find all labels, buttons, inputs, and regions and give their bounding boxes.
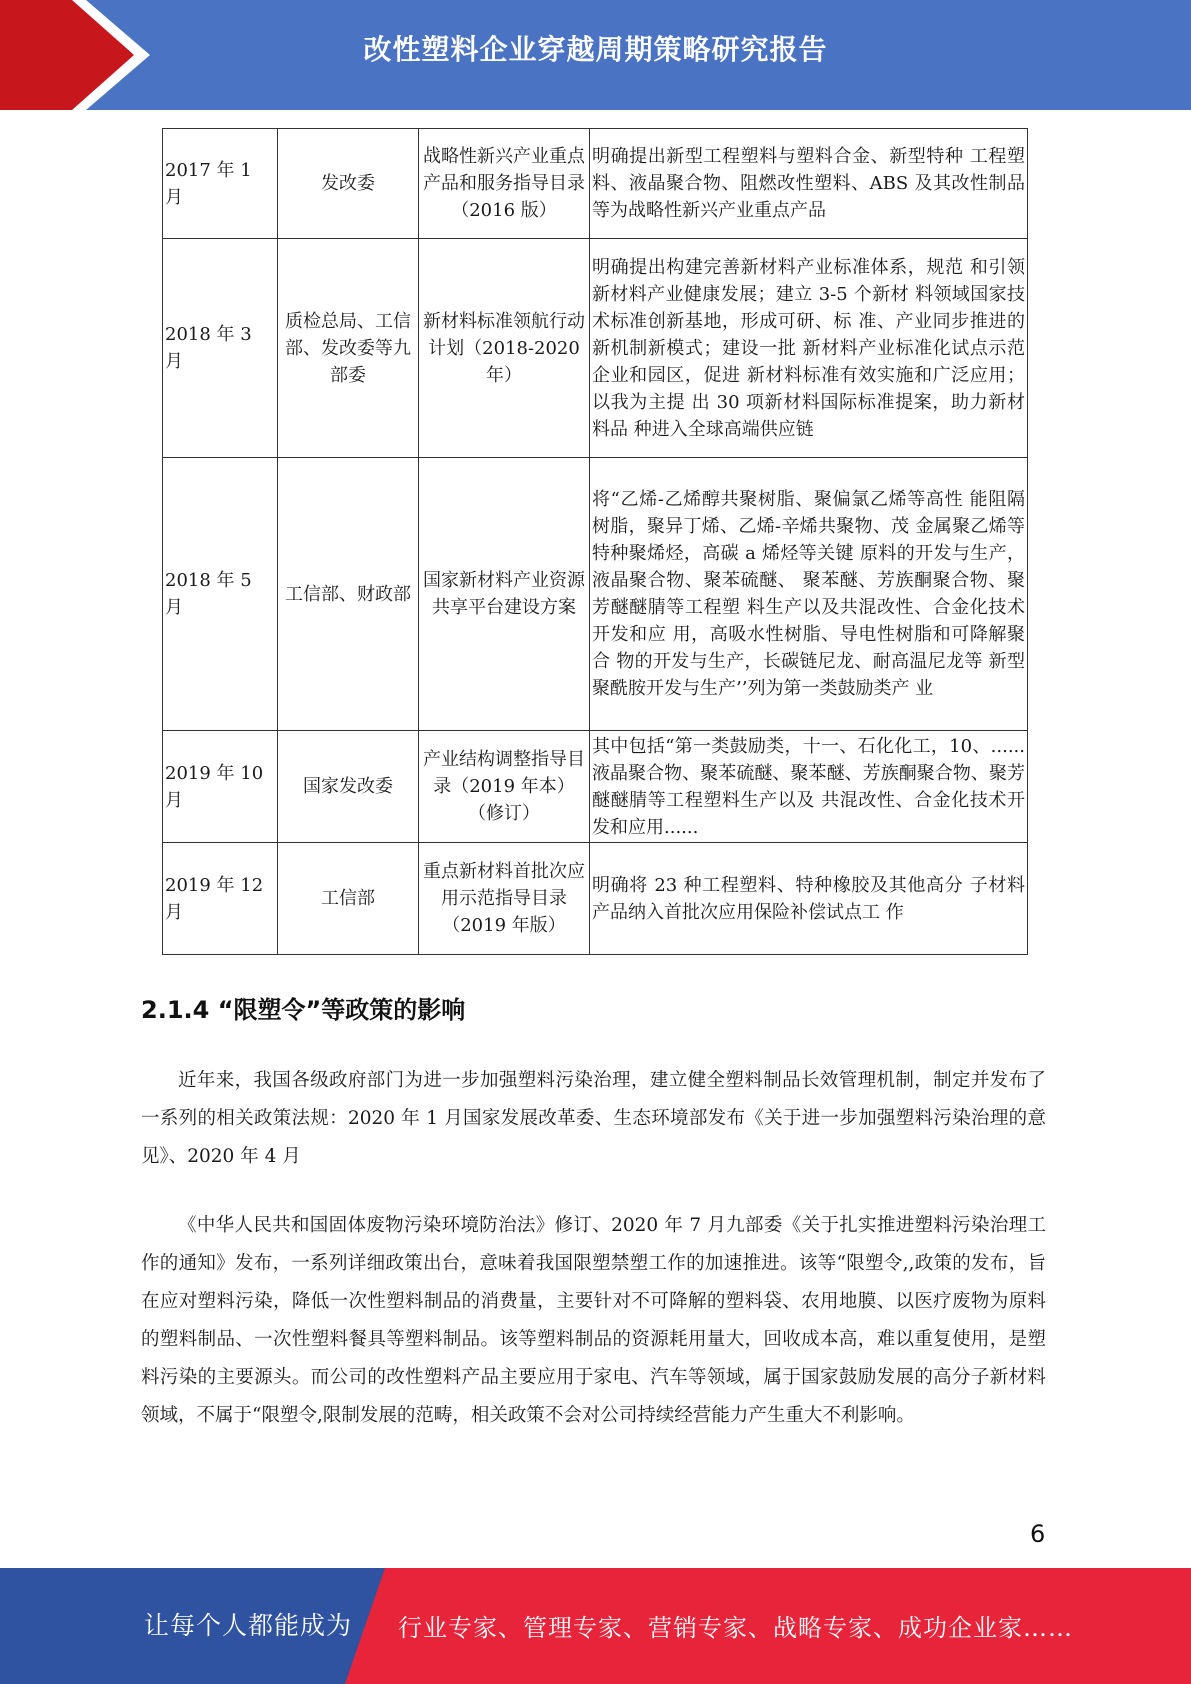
date-cell: 2017 年 1 月 xyxy=(163,129,278,239)
table-row xyxy=(163,239,1028,458)
section-heading: 2.1.4 “限塑令”等政策的影响 xyxy=(141,996,466,1024)
table-row xyxy=(163,731,1028,843)
document-cell: 战略性新兴产业重点产品和服务指导目录（2016 版） xyxy=(419,129,590,239)
content-cell: 将“乙烯-乙烯醇共聚树脂、聚偏氯乙烯等高性 能阻隔树脂，聚异丁烯、乙烯-辛烯共聚物、茂 金属聚乙烯等特种聚烯烃，高碳 a 烯烃等关键 原料的开发与生产，液晶聚合物、聚苯硫醚、 聚苯醚、芳族酮聚合物、聚芳醚醚腈等工程塑 料生产以及共混改性、合金化技术开发和应 用，高吸水性树脂、导电性树脂和可降解聚合 物的开发与生产，长碳链尼龙、耐高温尼龙等 新型聚酰胺开发与生产’’列为第一类鼓励类产 业 xyxy=(590,458,1028,731)
department-cell: 国家发改委 xyxy=(278,731,419,843)
content-cell: 明确将 23 种工程塑料、特种橡胶及其他高分 子材料产品纳入首批次应用保险补偿试点工 作 xyxy=(590,843,1028,955)
table-row xyxy=(163,458,1028,731)
table-row xyxy=(163,843,1028,955)
content-cell: 明确提出新型工程塑料与塑料合金、新型特种 工程塑料、液晶聚合物、阻燃改性塑料、ABS 及其改性制品等为战略性新兴产业重点产品 xyxy=(590,129,1028,239)
body-paragraph: 近年来，我国各级政府部门为进一步加强塑料污染治理，建立健全塑料制品长效管理机制，制定并发布了一系列的相关政策法规：2020 年 1 月国家发展改革委、生态环境部发布《关于进一步加强塑料污染治理的意见》、2020 年 4 月 xyxy=(141,1070,1046,1167)
page-header xyxy=(0,0,1191,110)
document-cell: 国家新材料产业资源共享平台建设方案 xyxy=(419,458,590,731)
content-cell: 其中包括“第一类鼓励类，十一、石化化工，10、......液晶聚合物、聚苯硫醚、聚苯醚、芳族酮聚合物、聚芳醚醚腈等工程塑料生产以及 共混改性、合金化技术开发和应用...... xyxy=(590,731,1028,843)
document-cell: 产业结构调整指导目录（2019 年本）（修订） xyxy=(419,731,590,843)
document-cell: 新材料标准领航行动计划（2018-2020 年） xyxy=(419,239,590,458)
date-cell: 2019 年 12 月 xyxy=(163,843,278,955)
department-cell: 质检总局、工信部、发改委等九部委 xyxy=(278,239,419,458)
body-paragraph: 《中华人民共和国固体废物污染环境防治法》修订、2020 年 7 月九部委《关于扎实推进塑料污染治理工作的通知》发布，一系列详细政策出台，意味着我国限塑禁塑工作的加速推进。该等“限塑令,,政策的发布，旨在应对塑料污染，降低一次性塑料制品的消费量，主要针对不可降解的塑料袋、农用地膜、以医疗废物为原料的塑料制品、一次性塑料餐具等塑料制品。该等塑料制品的资源耗用量大，回收成本高，难以重复使用，是塑料污染的主要源头。而公司的改性塑料产品主要应用于家电、汽车等领域，属于国家鼓励发展的高分子新材料领域，不属于“限塑令,限制发展的范畴，相关政策不会对公司持续经营能力产生重大不利影响。 xyxy=(141,1215,1046,1426)
page-footer xyxy=(0,1568,1191,1684)
policy-table xyxy=(162,128,1028,955)
table-row xyxy=(163,129,1028,239)
department-cell: 发改委 xyxy=(278,129,419,239)
department-cell: 工信部、财政部 xyxy=(278,458,419,731)
footer-slogan-left: 让每个人都能成为 xyxy=(144,1611,353,1640)
date-cell: 2018 年 3 月 xyxy=(163,239,278,458)
date-cell: 2019 年 10 月 xyxy=(163,731,278,843)
department-cell: 工信部 xyxy=(278,843,419,955)
date-cell: 2018 年 5 月 xyxy=(163,458,278,731)
report-title: 改性塑料企业穿越周期策略研究报告 xyxy=(363,33,828,66)
footer-slogan-right: 行业专家、管理专家、营销专家、战略专家、成功企业家…… xyxy=(398,1614,1073,1642)
document-cell: 重点新材料首批次应用示范指导目录（2019 年版） xyxy=(419,843,590,955)
content-cell: 明确提出构建完善新材料产业标准体系，规范 和引领新材料产业健康发展；建立 3-5 个新材 料领域国家技术标准创新基地，形成可研、标 准、产业同步推进的新机制新模式；建设一批 新材料产业标准化试点示范企业和园区，促进 新材料标准有效实施和广泛应用；以我为主提 出 30 项新材料国际标准提案，助力新材料品 种进入全球高端供应链 xyxy=(590,239,1028,458)
page-number: 6 xyxy=(1030,1520,1046,1548)
